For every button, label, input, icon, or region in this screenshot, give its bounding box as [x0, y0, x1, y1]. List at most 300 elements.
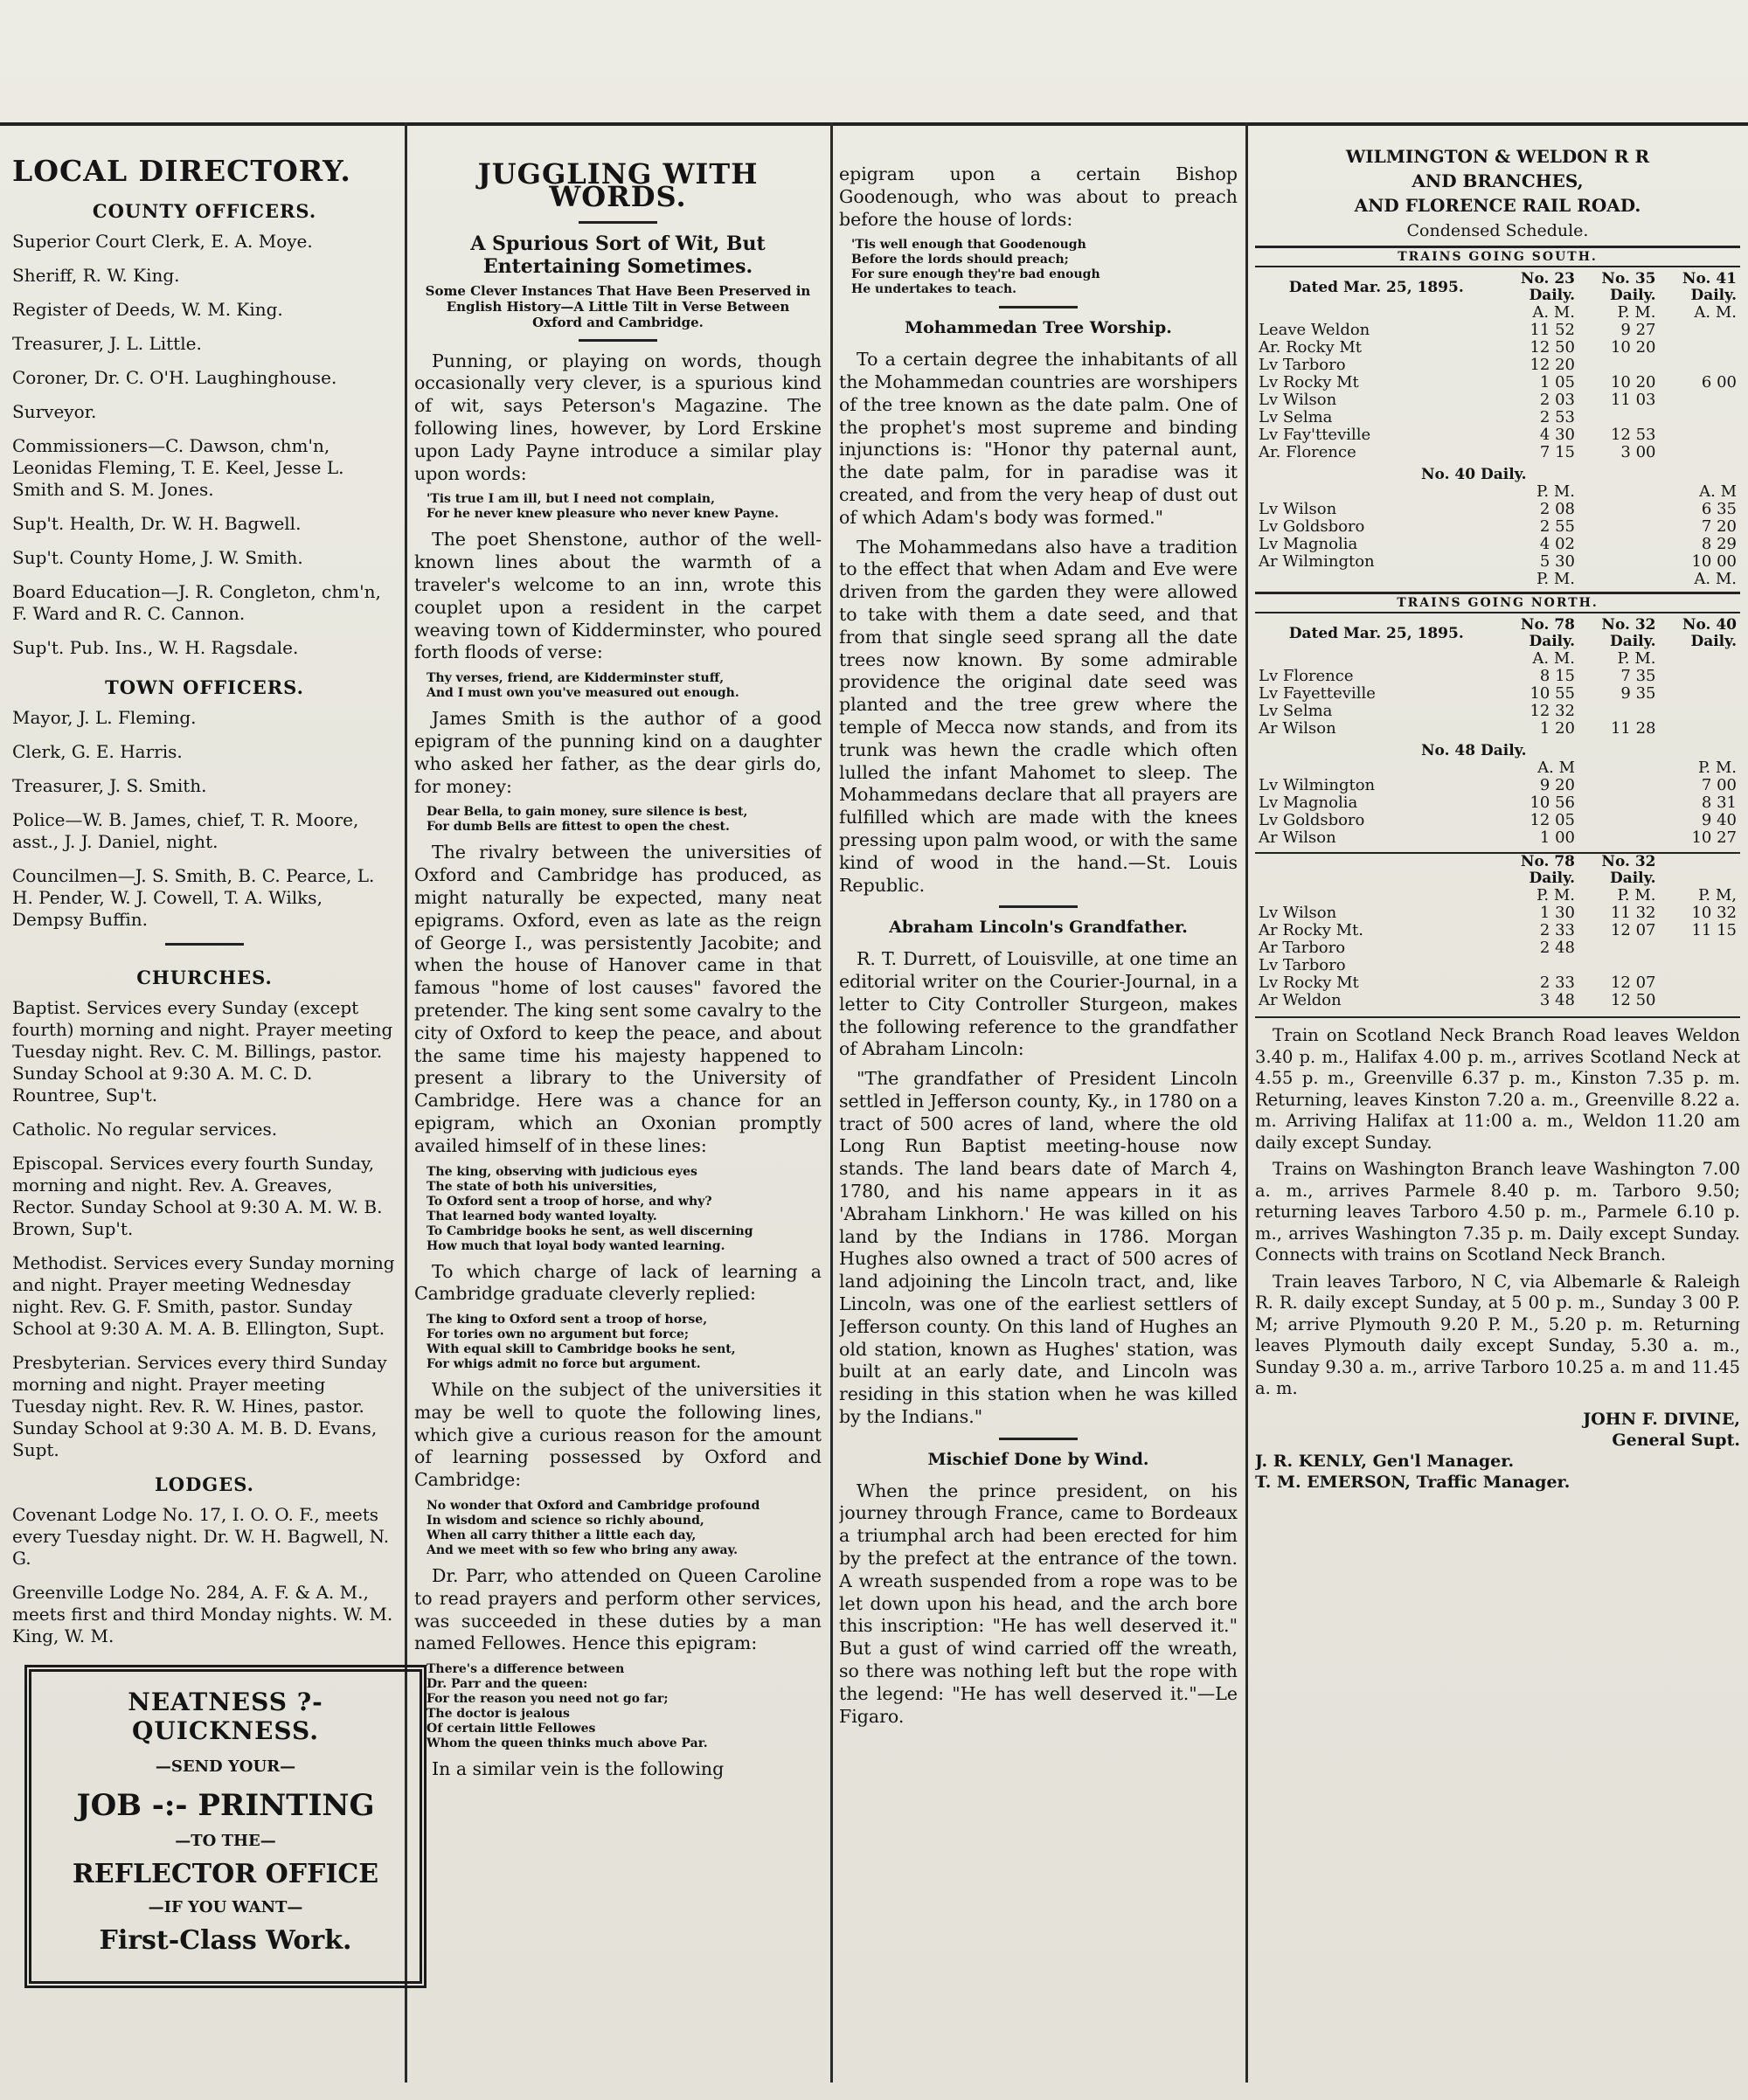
time-cell [1660, 992, 1741, 1009]
time-cell: 11 15 [1691, 921, 1737, 939]
schedule-row [1255, 759, 1740, 777]
time-cell: 9 20 [1539, 776, 1575, 794]
south-schedule-table [1255, 304, 1740, 461]
verse [427, 671, 822, 701]
paragraph: "The grandfather of President Lincoln settled in Jefferson county, Ky., in 1780 on a tract of 500 acres of land, where the old Long Run Baptist meeting-house now stands. The land bears date of March 4, 1780, and his name appears in it as 'Abraham Linkhorn.' He was killed on his land by the Indians in 1786. Morgan Hughes also owned a tract of 500 acres of land adjoining the Lincoln tract, and, like Lincoln, was one of the earliest settlers of Jefferson county. On this land of Hughes an old station, known as Hughes' station, was built at an early date, and Lincoln was residing in this station when he was killed by the Indians." [839, 1068, 1238, 1428]
signature-title: General Supt. [1612, 1430, 1740, 1450]
juggling-with-words-column [414, 144, 822, 2083]
condensed-schedule: Condensed Schedule. [1406, 221, 1589, 240]
schedule-row [1255, 939, 1740, 957]
schedule-row [1255, 553, 1740, 571]
station-cell: Ar. Rocky Mt [1259, 338, 1363, 357]
time-cell: P. M. [1697, 759, 1737, 777]
verse-line: Dear Bella, to gain money, sure silence is best, [427, 805, 748, 820]
time-cell: A. M [1699, 482, 1737, 501]
verse-line: The state of both his universities, [427, 1179, 657, 1194]
ad-line-first-class-work: First-Class Work. [99, 1925, 352, 1956]
schedule-row [1255, 392, 1740, 409]
ad-line-if-you-want: —IF YOU WANT— [148, 1898, 303, 1916]
time-cell: A. M [1537, 759, 1575, 777]
time-cell: 1 00 [1539, 828, 1575, 847]
paragraph: epigram upon a certain Bishop Goodenough, who was about to preach before the house of lords: [839, 163, 1238, 230]
time-cell: A. M. [1694, 570, 1737, 588]
station-cell: Lv Tarboro [1259, 356, 1346, 374]
church-entry: Baptist. Services every Sunday (except fourth) morning and night. Prayer meeting Tuesday night. Rev. C. M. Billings, pastor. Sunday School at 9:30 A. M. C. D. Rountree, Sup't. [12, 997, 393, 1105]
dated-label: Dated Mar. 25, 1895. [1288, 624, 1464, 642]
time-cell: 6 35 [1701, 500, 1737, 518]
time-cell [1660, 974, 1741, 992]
signature-divine: JOHN F. DIVINE, [1583, 1409, 1740, 1429]
schedule-row [1255, 374, 1740, 392]
divider [579, 339, 657, 342]
verse-line: The doctor is jealous [427, 1707, 570, 1722]
verse-line: Whom the queen thinks much above Par. [427, 1736, 708, 1751]
paragraph: The rivalry between the universities of Oxford and Cambridge has produced, as might naturally be expected, many neat epigrams. Oxford, even as late as the reign of George I., was persistently Jacobite; and when the house of Hanover came in that famous "home of lost causes" favored the pretender. The king sent some cavalry to the city of Oxford to keep the peace, and about the same time his majesty happened to present a library to the University of Cambridge. Here was a chance for an epigram, which an Oxonian promptly availed himself of in these lines: [414, 842, 822, 1156]
paragraph: Punning, or playing on words, though occasionally very clever, is a spurious kind of wit, says Peterson's Magazine. The following lines, however, by Lord Erskine upon Lady Payne introduce a similar play upon words: [414, 350, 822, 484]
section-heading-lincoln: Abraham Lincoln's Grandfather. [889, 918, 1188, 938]
verse [427, 492, 822, 522]
directory-entry: Sup't. County Home, J. W. Smith. [12, 547, 303, 568]
railroad-title-1: WILMINGTON & WELDON R R [1345, 146, 1650, 167]
station-cell: Lv Selma [1259, 702, 1333, 720]
verse-line: Before the lords should preach; [851, 253, 1069, 267]
blank-cell [1660, 853, 1741, 887]
blank-cell [1255, 853, 1498, 887]
divider [579, 221, 657, 224]
schedule-row [1255, 409, 1740, 426]
local-directory-title: LOCAL DIRECTORY. [12, 154, 351, 188]
schedule-row [1255, 922, 1740, 939]
time-cell: P. M, [1697, 886, 1737, 904]
church-entry: Methodist. Services every Sunday morning and night. Prayer meeting Wednesday night. Rev. G. F. Smith, pastor. Sunday School at 9:30 A. M. A. B. Ellington, Supt. [12, 1252, 395, 1339]
time-cell: P. M. [1617, 886, 1656, 904]
time-cell [1498, 957, 1579, 974]
schedule-row [1255, 483, 1740, 501]
time-cell: 10 32 [1691, 904, 1737, 922]
station-cell: Lv Fayetteville [1259, 684, 1376, 703]
directory-entry: Clerk, G. E. Harris. [12, 741, 183, 762]
time-cell: 9 40 [1701, 811, 1737, 829]
time-cell: 12 32 [1530, 702, 1575, 720]
time-cell: 11 28 [1610, 719, 1656, 738]
time-cell [1660, 957, 1741, 974]
time-cell: 2 08 [1539, 500, 1575, 518]
signature-kenly: J. R. KENLY, Gen'l Manager. [1255, 1451, 1515, 1471]
time-cell: 5 30 [1539, 552, 1575, 571]
verse-line: And I must own you've measured out enough. [427, 686, 739, 701]
schedule-row [1255, 904, 1740, 922]
time-cell [1578, 483, 1660, 501]
station-cell: Lv Wilson [1259, 391, 1337, 409]
station-cell: Ar Tarboro [1259, 939, 1346, 957]
directory-entry: Sup't. Pub. Ins., W. H. Ragsdale. [12, 637, 299, 658]
south2-schedule-table [1255, 483, 1740, 588]
lodge-entry: Greenville Lodge No. 284, A. F. & A. M., meets first and third Monday nights. W. M. King, W. M. [12, 1582, 393, 1646]
station-cell: Lv Rocky Mt [1259, 373, 1359, 392]
paragraph: In a similar vein is the following [432, 1758, 725, 1780]
article-subhead: A Spurious Sort of Wit, But Entertaining Sometimes. [470, 232, 766, 278]
verse [851, 238, 1238, 297]
verse-line: For tories own no argument but force; [427, 1327, 690, 1342]
trains-south-band: TRAINS GOING SOUTH. [1255, 246, 1740, 267]
verse-line: To Cambridge books he sent, as well discerning [427, 1223, 753, 1238]
schedule-row [1255, 720, 1740, 738]
station-cell [1255, 759, 1498, 777]
time-cell: 12 50 [1610, 991, 1656, 1009]
schedule-row [1255, 304, 1740, 322]
directory-entry: Board Education—J. R. Congleton, chm'n, F. Ward and R. C. Cannon. [12, 581, 381, 624]
lodge-entry: Covenant Lodge No. 17, I. O. O. F., meets every Tuesday night. Dr. W. H. Bagwell, N. G. [12, 1504, 390, 1569]
ad-line-neatness: NEATNESS ?-QUICKNESS. [128, 1688, 323, 1745]
town-officers-list [12, 707, 397, 931]
directory-entry: Commissioners—C. Dawson, chm'n, Leonidas Fleming, T. E. Keel, Jesse L. Smith and S. M. Jones. [12, 435, 344, 500]
schedule-row [1255, 571, 1740, 588]
schedule-row [1255, 887, 1740, 904]
verse-line: For whigs admit no force but argument. [427, 1357, 701, 1372]
station-cell: Lv Selma [1259, 408, 1333, 426]
time-cell: 11 52 [1530, 321, 1575, 339]
directory-entry: Sheriff, R. W. King. [12, 265, 180, 286]
verse-line: To Oxford sent a troop of horse, and why? [427, 1194, 712, 1209]
station-cell: Lv Florence [1259, 667, 1354, 685]
railroad-title-2: AND BRANCHES, [1412, 170, 1584, 191]
ad-line-job-printing: JOB -:- PRINTING [76, 1788, 375, 1823]
directory-entry: Coroner, Dr. C. O'H. Laughinghouse. [12, 367, 337, 388]
articles-column [839, 144, 1238, 2083]
col-header: No. 41 Daily. [1682, 270, 1737, 304]
verse-line: The king to Oxford sent a troop of horse, [427, 1313, 708, 1327]
station-cell: Lv Wilson [1259, 500, 1337, 518]
schedule-row [1255, 357, 1740, 374]
time-cell: 9 35 [1620, 684, 1656, 703]
time-cell: 8 31 [1701, 794, 1737, 812]
job-printing-ad [24, 1665, 427, 1988]
time-cell [1578, 939, 1660, 957]
time-cell [1578, 703, 1660, 720]
time-cell: 7 15 [1539, 443, 1575, 461]
station-cell: Lv Magnolia [1259, 535, 1358, 553]
verse-line: 'Tis well enough that Goodenough [851, 238, 1086, 253]
verse-line: How much that loyal body wanted learning. [427, 1238, 725, 1253]
section-heading-wind: Mischief Done by Wind. [927, 1449, 1149, 1469]
schedule-row [1255, 426, 1740, 444]
directory-entry: Sup't. Health, Dr. W. H. Bagwell. [12, 513, 302, 534]
time-cell: 7 35 [1620, 667, 1656, 685]
time-cell: 2 33 [1539, 974, 1575, 992]
lodges-list [12, 1504, 397, 1647]
time-cell: P. M. [1617, 649, 1656, 668]
railroad-note: Train on Scotland Neck Branch Road leaves Weldon 3.40 p. m., Halifax 4.00 p. m., arrives Scotland Neck at 4.55 p. m., Greenville 6.37 p. m., Kinston 7.35 p. m. Returning, leaves Kinston 7.20 a. m., Greenville 8.22 a. m. Arriving Halifax at 11:00 a. m., Weldon 11.20 am daily except Sunday. [1255, 1025, 1740, 1153]
time-cell: 1 05 [1539, 373, 1575, 392]
time-cell: P. M. [1536, 886, 1575, 904]
schedule-row [1255, 794, 1740, 812]
time-cell [1578, 536, 1660, 553]
time-cell [1660, 322, 1741, 339]
verse-line: For dumb Bells are fittest to open the chest. [427, 820, 730, 835]
directory-entry: Councilmen—J. S. Smith, B. C. Pearce, L. H. Pender, W. J. Cowell, T. A. Wilks, Dempsy Buffin. [12, 865, 375, 930]
verse-line: The king, observing with judicious eyes [427, 1164, 697, 1179]
north3-header [1255, 852, 1740, 887]
col-header: No. 32 Daily. [1601, 853, 1656, 887]
north-schedule-table [1255, 650, 1740, 738]
station-cell: Ar Wilson [1259, 719, 1336, 738]
schedule-row [1255, 685, 1740, 703]
verse-line: 'Tis true I am ill, but I need not complain, [427, 492, 715, 507]
schedule-row [1255, 957, 1740, 974]
time-cell [1660, 685, 1741, 703]
time-cell [1578, 518, 1660, 536]
directory-entry: Mayor, J. L. Fleming. [12, 707, 197, 728]
signature-emerson: T. M. EMERSON, Traffic Manager. [1255, 1472, 1571, 1492]
time-cell: 2 53 [1539, 408, 1575, 426]
schedule-row [1255, 339, 1740, 357]
verse-line: Of certain little Fellowes [427, 1722, 596, 1736]
schedule-row [1255, 812, 1740, 829]
station-cell: Ar Rocky Mt. [1259, 921, 1363, 939]
station-cell: Ar Weldon [1259, 991, 1342, 1009]
verse-line: For sure enough they're bad enough [851, 267, 1100, 282]
time-cell: 11 32 [1610, 904, 1656, 922]
section-heading-tree-worship: Mohammedan Tree Worship. [905, 318, 1172, 338]
verse-line: In wisdom and science so richly abound, [427, 1514, 704, 1528]
time-cell [1578, 829, 1660, 847]
time-cell: 3 48 [1539, 991, 1575, 1009]
station-cell: Lv Wilmington [1259, 776, 1376, 794]
time-cell: 10 20 [1610, 338, 1656, 357]
verse [427, 1662, 822, 1751]
time-cell: P. M. [1536, 570, 1575, 588]
time-cell: 10 20 [1610, 373, 1656, 392]
divider [1255, 1016, 1740, 1018]
verse-line: That learned body wanted loyalty. [427, 1209, 657, 1223]
station-cell: Leave Weldon [1259, 321, 1370, 339]
south-header [1255, 271, 1740, 304]
ad-line-send-your: —SEND YOUR— [155, 1757, 296, 1776]
schedule-row [1255, 777, 1740, 794]
schedule-row [1255, 703, 1740, 720]
time-cell [1578, 501, 1660, 518]
column-rule-3 [1245, 122, 1248, 2083]
time-cell: 2 33 [1539, 921, 1575, 939]
church-entry: Catholic. No regular services. [12, 1119, 278, 1140]
paragraph: While on the subject of the universities it may be well to quote the following lines, which give a curious reason for the amount of learning possessed by Oxford and Cambridge: [414, 1379, 822, 1491]
time-cell [1578, 571, 1660, 588]
time-cell: 4 02 [1539, 535, 1575, 553]
station-cell [1255, 571, 1498, 588]
col-header: No. 78 Daily. [1520, 616, 1575, 650]
time-cell: 7 20 [1701, 517, 1737, 536]
verse [427, 1313, 822, 1372]
station-cell: Lv Magnolia [1259, 794, 1358, 812]
schedule-row [1255, 444, 1740, 461]
verse [427, 1499, 822, 1558]
time-cell: 11 03 [1610, 391, 1656, 409]
column-rule-2 [830, 122, 833, 2083]
time-cell [1660, 703, 1741, 720]
time-cell [1578, 777, 1660, 794]
north2-schedule-table [1255, 759, 1740, 847]
verse-line: With equal skill to Cambridge books he sent, [427, 1342, 736, 1357]
verse-line: And we meet with so few who bring any away. [427, 1543, 738, 1558]
time-cell [1660, 939, 1741, 957]
verse-line: When all carry thither a little each day, [427, 1528, 697, 1543]
lodges-heading: LODGES. [155, 1473, 254, 1495]
time-cell: 1 30 [1539, 904, 1575, 922]
directory-entry: Police—W. B. James, chief, T. R. Moore, asst., J. J. Daniel, night. [12, 809, 359, 852]
time-cell: 10 56 [1530, 794, 1575, 812]
time-cell: A. M. [1694, 303, 1737, 322]
schedule-row [1255, 992, 1740, 1009]
verse-line: No wonder that Oxford and Cambridge profound [427, 1499, 760, 1514]
time-cell [1660, 668, 1741, 685]
time-cell: P. M. [1536, 482, 1575, 501]
article-deck: Some Clever Instances That Have Been Preserved in English History—A Little Tilt in Verse Between Oxford and Cambridge. [425, 282, 811, 330]
railroad-note: Trains on Washington Branch leave Washington 7.00 a. m., arrives Parmele 8.40 p. m. Tarboro 9.50; returning leaves Tarboro 4.50 p. m., Parmele 6.10 p. m., arrives Washington 7.35 p. m. Daily except Sunday. Connects with trains on Scotland Neck Branch. [1255, 1159, 1740, 1265]
station-cell: Ar. Florence [1259, 443, 1356, 461]
directory-entry: Treasurer, J. L. Little. [12, 333, 202, 354]
time-cell [1660, 650, 1741, 668]
time-cell: 7 00 [1701, 776, 1737, 794]
station-cell: Ar Wilson [1259, 828, 1336, 847]
station-cell: Ar Wilmington [1259, 552, 1375, 571]
churches-heading: CHURCHES. [136, 967, 273, 988]
time-cell: 10 00 [1691, 552, 1737, 571]
time-cell: 9 27 [1620, 321, 1656, 339]
time-cell: 12 05 [1530, 811, 1575, 829]
verse-line: He undertakes to teach. [851, 282, 1017, 297]
time-cell: P. M. [1617, 303, 1656, 322]
time-cell [1660, 409, 1741, 426]
time-cell [1578, 409, 1660, 426]
col-header: No. 32 Daily. [1601, 616, 1656, 650]
station-cell: Lv Tarboro [1259, 956, 1346, 974]
schedule-row [1255, 668, 1740, 685]
verse-line: For he never knew pleasure who never knew Payne. [427, 507, 779, 522]
north2-header: No. 48 Daily. [1421, 742, 1527, 759]
paragraph: Dr. Parr, who attended on Queen Caroline to read prayers and perform other services, was succeeded in these duties by a man named Fellowes. Hence this epigram: [414, 1565, 822, 1654]
north3-schedule-table [1255, 887, 1740, 1009]
station-cell [1255, 483, 1498, 501]
time-cell: 2 55 [1539, 517, 1575, 536]
railroad-title-3: AND FLORENCE RAIL ROAD. [1354, 195, 1641, 216]
divider [999, 1438, 1078, 1440]
schedule-row [1255, 829, 1740, 847]
churches-list [12, 997, 397, 1461]
county-officers-list [12, 231, 397, 659]
town-officers-heading: TOWN OFFICERS. [105, 676, 304, 698]
railroad-schedule-column [1255, 144, 1740, 2083]
article-title: JUGGLING WITH WORDS. [477, 157, 759, 213]
time-cell [1578, 357, 1660, 374]
directory-entry: Register of Deeds, W. M. King. [12, 299, 283, 320]
station-cell [1255, 887, 1498, 904]
divider [999, 306, 1078, 308]
time-cell [1578, 759, 1660, 777]
railroad-notes [1255, 1025, 1740, 1400]
divider [999, 905, 1078, 908]
schedule-row [1255, 650, 1740, 668]
station-cell [1255, 650, 1498, 668]
time-cell [1660, 720, 1741, 738]
paragraph: James Smith is the author of a good epigram of the punning kind on a daughter who asked her father, as the dear girls do, for money: [414, 708, 822, 797]
time-cell: A. M. [1532, 303, 1575, 322]
station-cell: Lv Goldsboro [1259, 811, 1365, 829]
time-cell: 2 03 [1539, 391, 1575, 409]
time-cell: A. M. [1532, 649, 1575, 668]
time-cell [1578, 957, 1660, 974]
verse-line: For the reason you need not go far; [427, 1692, 669, 1707]
divider [165, 943, 244, 946]
time-cell: 12 50 [1530, 338, 1575, 357]
ad-line-reflector-office: REFLECTOR OFFICE [72, 1859, 379, 1889]
time-cell [1660, 357, 1741, 374]
dated-label: Dated Mar. 25, 1895. [1288, 278, 1464, 296]
county-officers-heading: COUNTY OFFICERS. [92, 200, 317, 222]
schedule-row [1255, 536, 1740, 553]
schedule-row [1255, 518, 1740, 536]
paragraph: The poet Shenstone, author of the well-known lines about the warmth of a traveler's welcome to an inn, wrote this couplet upon a resident in the carpet weaving town of Kidderminster, who poured forth floods of verse: [414, 529, 822, 663]
paragraph: To which charge of lack of learning a Cambridge graduate cleverly replied: [414, 1260, 822, 1305]
verse-line: Thy verses, friend, are Kidderminster stuff, [427, 671, 725, 686]
ad-line-to-the: —TO THE— [175, 1832, 276, 1850]
south2-header: No. 40 Daily. [1421, 466, 1527, 483]
schedule-row [1255, 501, 1740, 518]
schedule-row [1255, 322, 1740, 339]
time-cell [1660, 426, 1741, 444]
paragraph: The Mohammedans also have a tradition to the effect that when Adam and Eve were driven from the garden they were allowed to take with them a date seed, and that from that single seed sprang all the date trees now known. By some admirable providence the original date seed was planted and the tree grew where the temple of Mecca now stands, and from its trunk was hewn the cradle which often lulled the infant Mahomet to sleep. The Mohammedans declare that all prayers are fulfilled which are made with the knees pressing upon palm wood, or with the same kind of wood in the hand.—St. Louis Republic. [839, 536, 1238, 896]
station-cell [1255, 304, 1498, 322]
paragraph: When the prince president, on his journey through France, came to Bordeaux a triumphal arch had been erected for him by the prefect at the entrance of the town. A wreath suspended from a rope was to be let down upon his head, and the arch bore this inscription: "He has well deserved it." But a gust of wind carried off the wreath, so there was nothing left but the rope with the legend: "He has well deserved it."—Le Figaro. [839, 1480, 1238, 1727]
col-header: No. 40 Daily. [1682, 616, 1737, 650]
schedule-row [1255, 974, 1740, 992]
time-cell: 10 27 [1691, 828, 1737, 847]
col-header: No. 78 Daily. [1520, 853, 1575, 887]
time-cell [1578, 812, 1660, 829]
station-cell: Lv Fay'tteville [1259, 426, 1371, 444]
verse [427, 805, 822, 835]
verse [427, 1165, 822, 1254]
time-cell: 6 00 [1701, 373, 1737, 392]
time-cell: 8 15 [1539, 667, 1575, 685]
top-rule [0, 122, 1748, 126]
station-cell: Lv Goldsboro [1259, 517, 1365, 536]
time-cell: 12 20 [1530, 356, 1575, 374]
time-cell [1660, 339, 1741, 357]
time-cell: 2 48 [1539, 939, 1575, 957]
directory-entry: Surveyor. [12, 401, 97, 422]
paragraph: R. T. Durrett, of Louisville, at one time an editorial writer on the Courier-Journal, in a letter to City Controller Sturgeon, makes the following reference to the grandfather of Abraham Lincoln: [839, 948, 1238, 1060]
railroad-note: Train leaves Tarboro, N C, via Albemarle & Raleigh R. R. daily except Sunday, at 5 00 p. m., Sunday 3 00 P. M; arrive Plymouth 9.20 P. M., 5.20 p. m. Returning leaves Plymouth daily except Sunday, 5.30 a. m., Sunday 9.30 a. m., arrive Tarboro 10.25 a. m and 11.45 a. m. [1255, 1271, 1740, 1398]
time-cell: 10 55 [1530, 684, 1575, 703]
time-cell: 12 07 [1610, 921, 1656, 939]
trains-north-band: TRAINS GOING NORTH. [1255, 592, 1740, 613]
station-cell: Lv Rocky Mt [1259, 974, 1359, 992]
verse-line: There's a difference between [427, 1662, 625, 1677]
time-cell: 12 07 [1610, 974, 1656, 992]
time-cell: 8 29 [1701, 535, 1737, 553]
time-cell [1578, 553, 1660, 571]
church-entry: Presbyterian. Services every third Sunday morning and night. Prayer meeting Tuesday night. Rev. R. W. Hines, pastor. Sunday School at 9:30 A. M. B. D. Evans, Supt. [12, 1352, 387, 1460]
col-header: No. 35 Daily. [1601, 270, 1656, 304]
paragraph: To a certain degree the inhabitants of all the Mohammedan countries are worshipers of the tree known as the date palm. One of the prophet's most supreme and binding injunctions is: "Honor thy paternal aunt, the date palm, for in paradise was it created, and from the very heap of dust out of which Adam's body was formed." [839, 349, 1238, 528]
time-cell: 1 20 [1539, 719, 1575, 738]
directory-entry: Treasurer, J. S. Smith. [12, 775, 207, 796]
time-cell [1660, 392, 1741, 409]
time-cell: 3 00 [1620, 443, 1656, 461]
north-header [1255, 617, 1740, 650]
verse-line: Dr. Parr and the queen: [427, 1677, 588, 1692]
station-cell: Lv Wilson [1259, 904, 1337, 922]
